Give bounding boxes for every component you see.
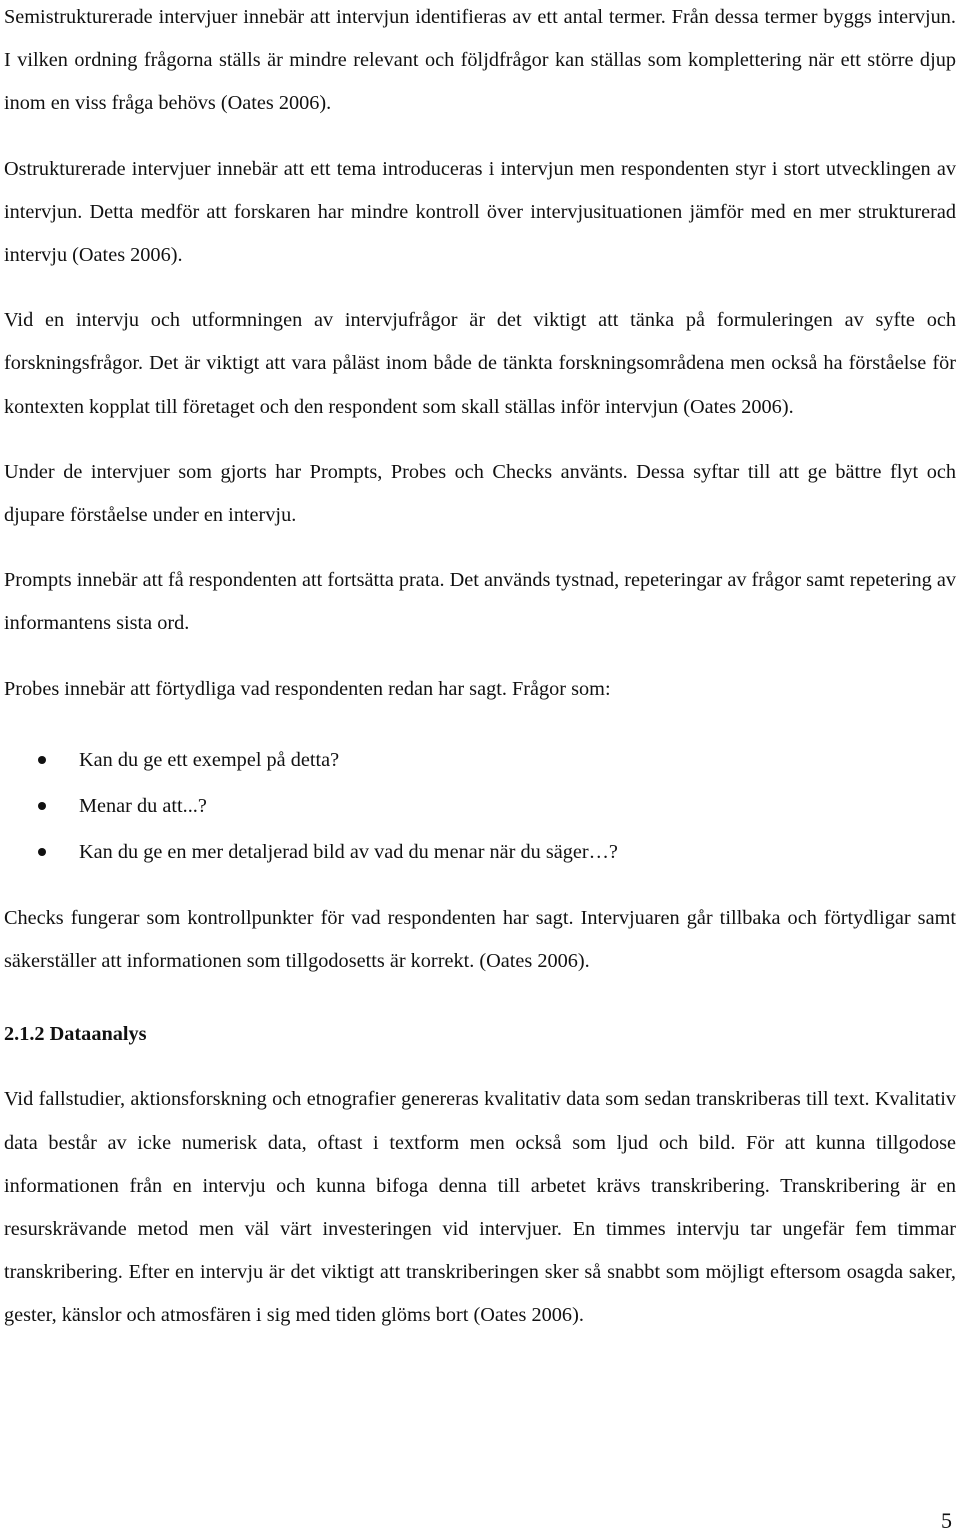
paragraph-semistructured-interviews: Semistrukturerade intervjuer innebär att intervjun identifieras av ett antal termer. Från dessa termer byggs intervjun. I vilken ordning frågorna ställs är mindre relevant och följdfrågor kan ställas som komplettering när ett större djup inom en viss fråga behövs (Oates 2006). — [4, 6, 956, 115]
list-item — [4, 737, 956, 783]
probe-question-list — [4, 737, 956, 875]
paragraph-prompts: Prompts innebär att få respondenten att fortsätta prata. Det används tystnad, repeteringar av frågor samt repetering av informantens sista ord. — [4, 569, 956, 635]
page-number: 5 — [941, 1508, 952, 1533]
document-page — [4, 0, 956, 1338]
paragraph-checks: Checks fungerar som kontrollpunkter för vad respondenten har sagt. Intervjuaren går tillbaka och förtydligar samt säkerställer att informationen som tillgodosetts är korrekt. (Oates 2006). — [4, 906, 956, 973]
paragraph-interview-design: Vid en intervju och utformningen av intervjufrågor är det viktigt att tänka på formuleringen av syfte och forskningsfrågor. Det är viktigt att vara påläst inom både de tänkta forskningsområdena men också ha förståelse för kontexten kopplat till företaget och den respondent som skall ställas inför intervjun (Oates 2006). — [4, 309, 956, 418]
list-item — [4, 783, 956, 829]
list-item-text: Kan du ge ett exempel på detta? — [79, 748, 340, 771]
list-item-text: Menar du att...? — [79, 794, 207, 817]
paragraph-probes: Probes innebär att förtydliga vad respondenten redan har sagt. Frågor som: — [4, 677, 611, 700]
bullet-icon — [38, 848, 46, 856]
paragraph-data-analysis: Vid fallstudier, aktionsforskning och etnografier genereras kvalitativ data som sedan transkriberas till text. Kvalitativ data består av icke numerisk data, oftast i textform men också som ljud och bild. För att kunna tillgodose informationen från en intervju och kunna bifoga denna till arbetet krävs transkribering. Transkribering är en resurskrävande metod men väl värt investeringen vid intervjuer. En timmes intervju tar ungefär fem timmar transkribering. Efter en intervju är det viktigt att transkriberingen sker så snabbt som möjligt eftersom osagda saker, gester, känslor och atmosfären i sig med tiden glöms bort (Oates 2006). — [4, 1088, 956, 1327]
bullet-icon — [38, 802, 46, 810]
list-item-text: Kan du ge en mer detaljerad bild av vad du menar när du säger…? — [79, 840, 618, 863]
section-heading: 2.1.2 Dataanalys — [4, 1023, 147, 1046]
paragraph-unstructured-interviews: Ostrukturerade intervjuer innebär att ett tema introduceras i intervjun men respondenten styr i stort utvecklingen av intervjun. Detta medför att forskaren har mindre kontroll över intervjusituationen jämför med en mer strukturerad intervju (Oates 2006). — [4, 157, 956, 267]
bullet-icon — [38, 756, 46, 764]
paragraph-prompts-probes-checks: Under de intervjuer som gjorts har Prompts, Probes och Checks använts. Dessa syftar till att ge bättre flyt och djupare förståelse under en intervju. — [4, 460, 956, 527]
list-item — [4, 829, 956, 875]
